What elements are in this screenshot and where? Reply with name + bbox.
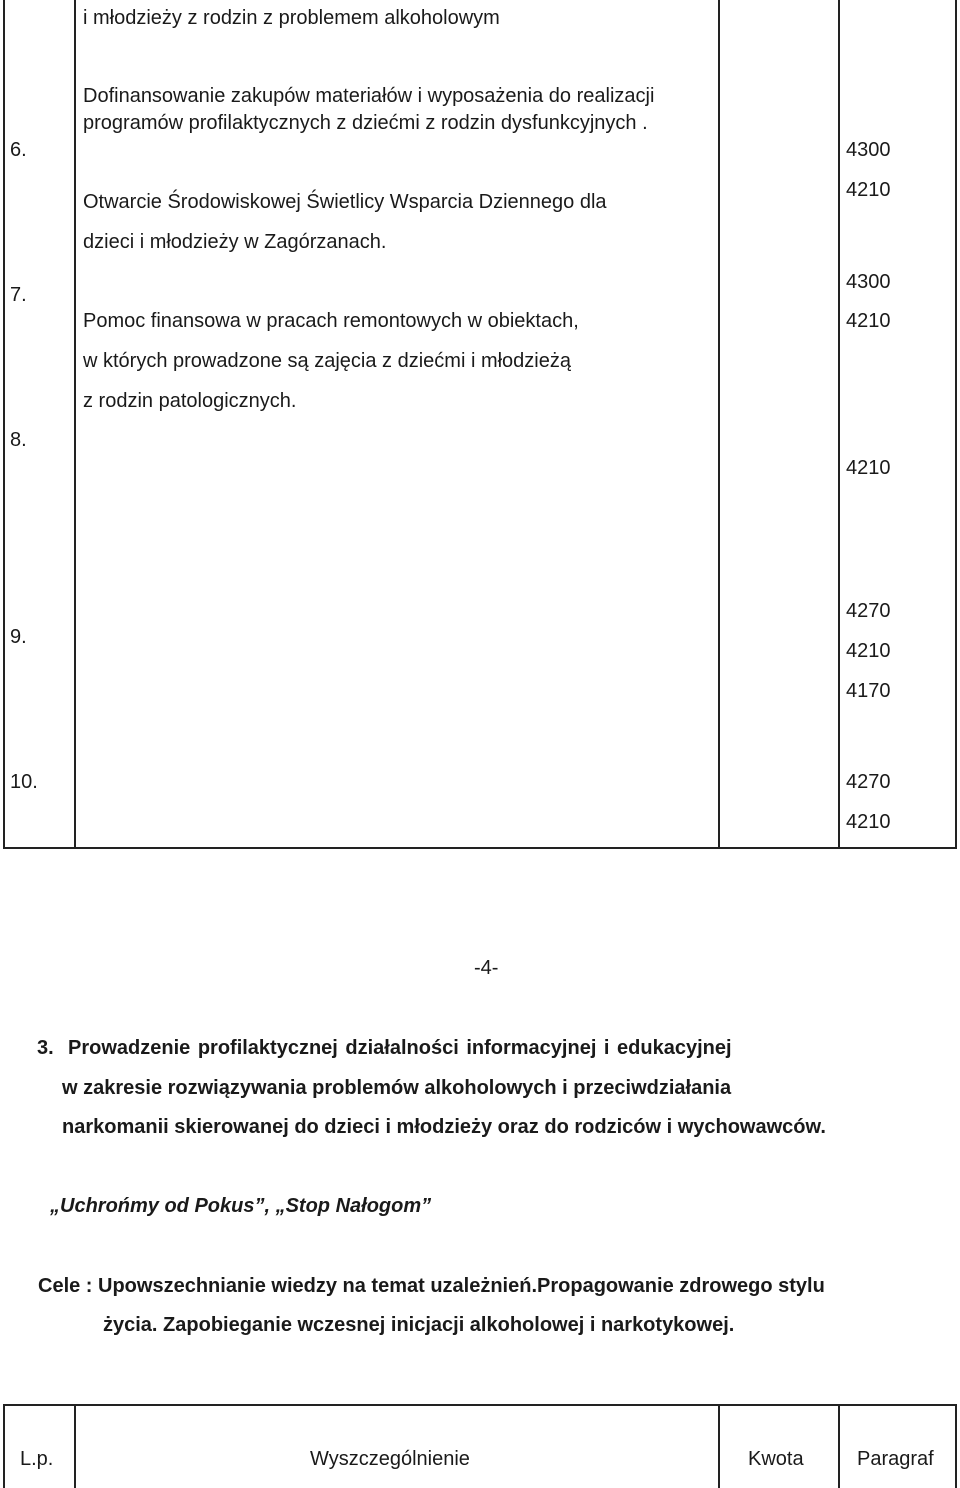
row-paragraph: 4210: [846, 811, 891, 833]
row-paragraph: 4170: [846, 680, 891, 702]
column-header-description: Wyszczególnienie: [310, 1448, 470, 1470]
section-heading-line: w zakresie rozwiązywania problemów alkoholowych i przeciwdziałania: [62, 1077, 732, 1099]
row-description-line: w których prowadzone są zajęcia z dziećmi i młodzieżą: [83, 350, 571, 372]
table-1-border-right: [955, 0, 957, 848]
table-2-divider-3: [838, 1404, 840, 1488]
row-paragraph: 4270: [846, 771, 891, 793]
table-2-divider-2: [718, 1404, 720, 1488]
table-2-border-left: [3, 1404, 5, 1488]
table-1-top-text: i młodzieży z rodzin z problemem alkoholowym: [83, 7, 500, 29]
program-title: „Uchrońmy od Pokus”, „Stop Nałogom”: [50, 1195, 432, 1217]
table-1-border-bottom: [3, 847, 957, 849]
page-number: -4-: [474, 957, 499, 979]
row-number: 9.: [10, 626, 27, 648]
row-number: 8.: [10, 429, 27, 451]
table-1-divider-3: [838, 0, 840, 848]
row-paragraph: 4210: [846, 310, 891, 332]
section-heading-line: narkomanii skierowanej do dzieci i młodzieży oraz do rodziców i wychowawców.: [62, 1116, 826, 1138]
table-1-divider-2: [718, 0, 720, 848]
row-description-line: dzieci i młodzieży w Zagórzanach.: [83, 231, 387, 253]
row-paragraph: 4210: [846, 457, 891, 479]
row-number: 6.: [10, 139, 27, 161]
table-2-border-top: [3, 1404, 957, 1406]
row-description-line: Dofinansowanie zakupów materiałów i wyposażenia do realizacji: [83, 85, 655, 107]
row-paragraph: 4270: [846, 600, 891, 622]
row-paragraph: 4300: [846, 271, 891, 293]
section-heading-number: 3.: [37, 1037, 54, 1059]
row-description-line: programów profilaktycznych z dziećmi z rodzin dysfunkcyjnych .: [83, 112, 648, 134]
column-header-paragraph: Paragraf: [857, 1448, 934, 1470]
goals-line: życia. Zapobieganie wczesnej inicjacji alkoholowej i narkotykowej.: [103, 1314, 735, 1336]
column-header-amount: Kwota: [748, 1448, 804, 1470]
section-heading-line: Prowadzenie profilaktycznej działalności informacyjnej i edukacyjnej: [68, 1037, 732, 1059]
row-description-line: z rodzin patologicznych.: [83, 390, 297, 412]
table-2-divider-1: [74, 1404, 76, 1488]
row-number: 10.: [10, 771, 38, 793]
row-description-line: Pomoc finansowa w pracach remontowych w obiektach,: [83, 310, 579, 332]
row-paragraph: 4210: [846, 179, 891, 201]
row-paragraph: 4300: [846, 139, 891, 161]
row-number: 7.: [10, 284, 27, 306]
table-2-border-right: [955, 1404, 957, 1488]
table-1-divider-1: [74, 0, 76, 848]
table-1-border-left: [3, 0, 5, 848]
goals-line: Cele : Upowszechnianie wiedzy na temat uzależnień.Propagowanie zdrowego stylu: [38, 1275, 825, 1297]
row-paragraph: 4210: [846, 640, 891, 662]
column-header-lp: L.p.: [20, 1448, 54, 1470]
row-description-line: Otwarcie Środowiskowej Świetlicy Wsparcia Dziennego dla: [83, 191, 607, 213]
